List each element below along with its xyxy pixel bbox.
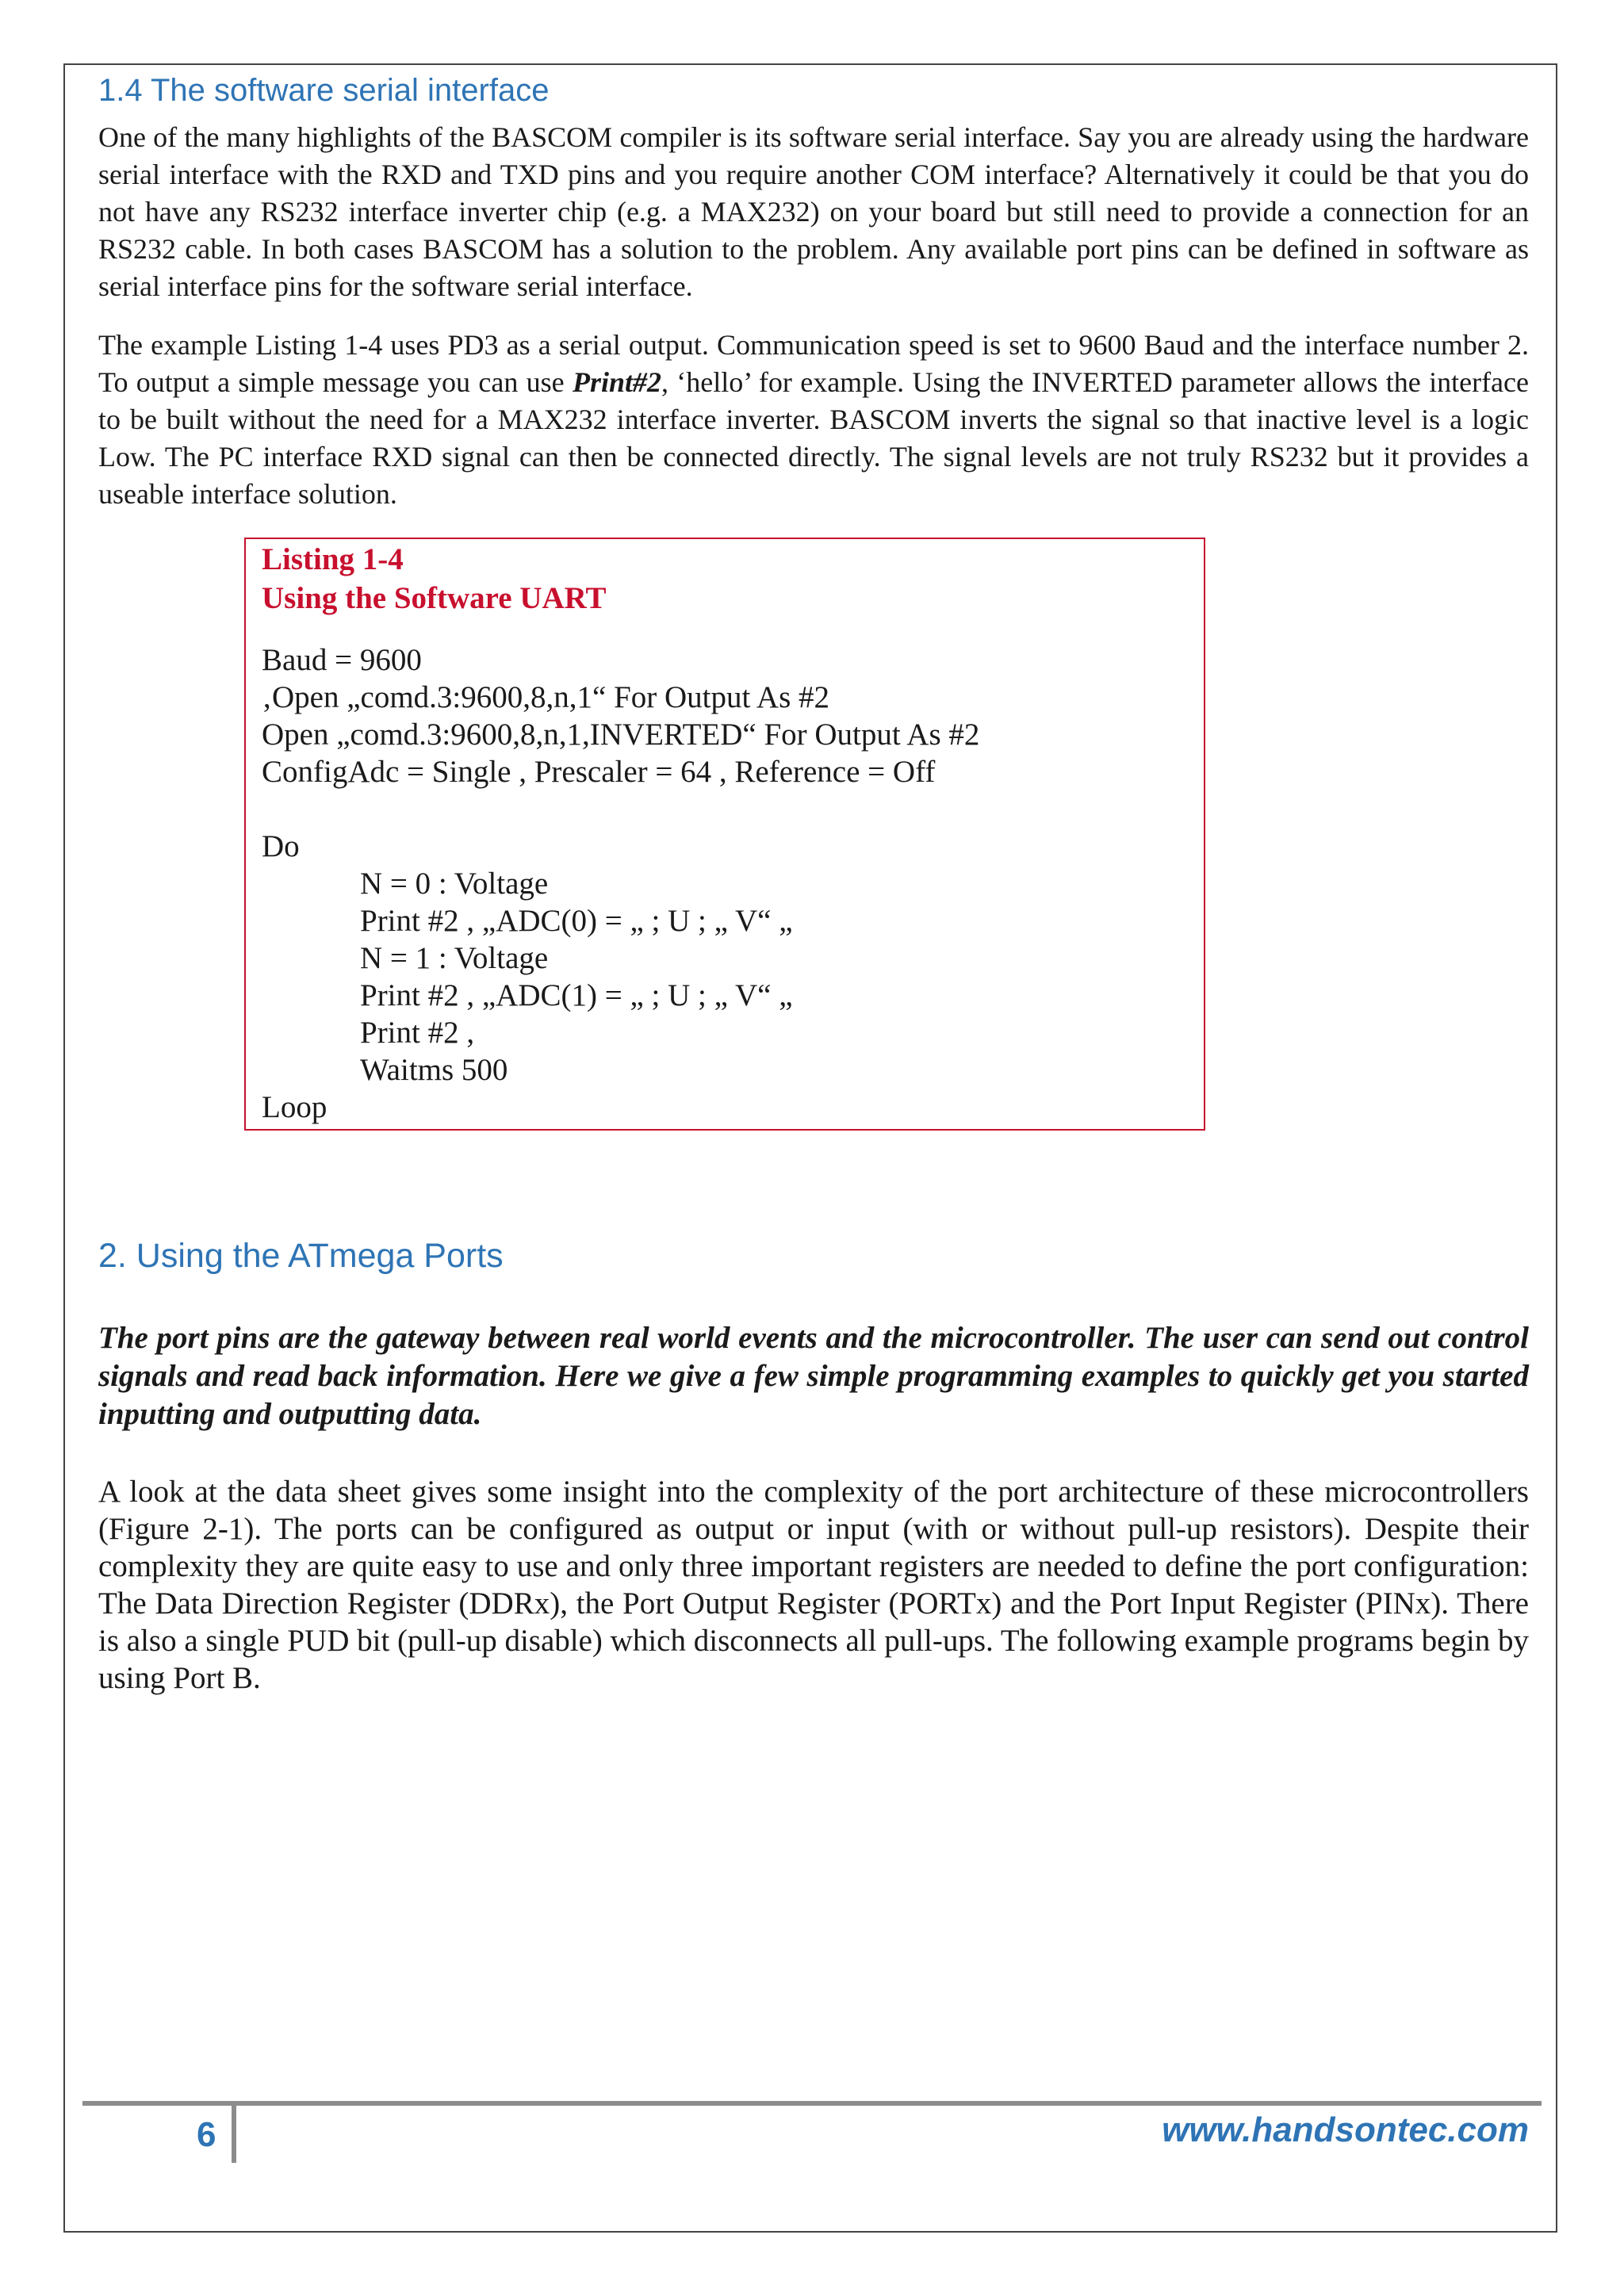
listing-number: Listing 1-4 [262, 542, 404, 576]
code-block [262, 641, 1204, 1126]
listing-title: Using the Software UART [262, 581, 607, 615]
code-line: Do [262, 829, 300, 863]
page-number-separator [232, 2101, 236, 2163]
code-line: Open „comd.3:9600,8,n,1,INVERTED“ For Output As #2 [262, 718, 980, 752]
paragraph-text: The example Listing 1-4 uses PD3 as a serial output. Communication speed is set to 9600 Baud and the interface number 2. To output a simple message you can use [98, 329, 1529, 398]
code-line: Loop [262, 1090, 327, 1124]
paragraph-text: , ‘hello’ for example. Using the INVERTED parameter allows the interface to be built without the need for a MAX232 interface inverter. BASCOM inverts the signal so that inactive level is a logic Low. The PC interface RXD signal can then be connected directly. The signal levels are not truly RS232 but it provides a useable interface solution. [98, 366, 1529, 510]
paragraph-listing-description [98, 327, 1529, 513]
code-line-blank [262, 790, 1204, 828]
code-line-indented: Print #2 , „ADC(1) = „ ; U ; „ V“ „ [360, 978, 793, 1012]
section-heading-atmega-ports: 2. Using the ATmega Ports [98, 1237, 504, 1275]
section-heading-software-serial: 1.4 The software serial interface [98, 73, 550, 108]
page-number: 6 [197, 2115, 216, 2154]
code-line-indented: N = 1 : Voltage [360, 941, 549, 975]
code-line-indented: Print #2 , „ADC(0) = „ ; U ; „ V“ „ [360, 904, 793, 938]
code-line-indented: Waitms 500 [360, 1053, 508, 1087]
code-line: ‚Open „comd.3:9600,8,n,1“ For Output As #2 [262, 680, 830, 714]
footer-website-link[interactable]: www.handsontec.com [1162, 2110, 1529, 2149]
paragraph-ports-body: A look at the data sheet gives some insight into the complexity of the port architecture of these microcontrollers (Figure 2-1). The ports can be configured as output or input (with or without pull-up resistors). Despite their complexity they are quite easy to use and only three important registers are needed to define the port configuration: The Data Direction Register (DDRx), the Port Output Register (PORTx) and the Port Input Register (PINx). There is also a single PUD bit (pull-up disable) which disconnects all pull-ups. The following example programs begin by using Port B. [98, 1475, 1529, 1695]
code-line: ConfigAdc = Single , Prescaler = 64 , Reference = Off [262, 755, 936, 789]
footer-divider [82, 2101, 1542, 2106]
code-line: Baud = 9600 [262, 643, 422, 677]
code-line-indented: Print #2 , [360, 1016, 475, 1050]
code-line-indented: N = 0 : Voltage [360, 867, 549, 901]
paragraph-serial-intro: One of the many highlights of the BASCOM compiler is its software serial interface. Say you are already using the hardware serial interface with the RXD and TXD pins and you require another COM interface? Alternatively it could be that you do not have any RS232 interface inverter chip (e.g. a MAX232) on your board but still need to provide a connection for an RS232 cable. In both cases BASCOM has a solution to the problem. Any available port pins can be defined in software as serial interface pins for the software serial interface. [98, 121, 1529, 302]
paragraph-ports-intro: The port pins are the gateway between real world events and the microcontroller. The user can send out control signals and read back information. Here we give a few simple programming examples to quickly get you started inputting and outputting data. [98, 1321, 1529, 1431]
inline-code-print2: Print#2 [572, 366, 661, 398]
code-listing-box [244, 538, 1205, 1131]
